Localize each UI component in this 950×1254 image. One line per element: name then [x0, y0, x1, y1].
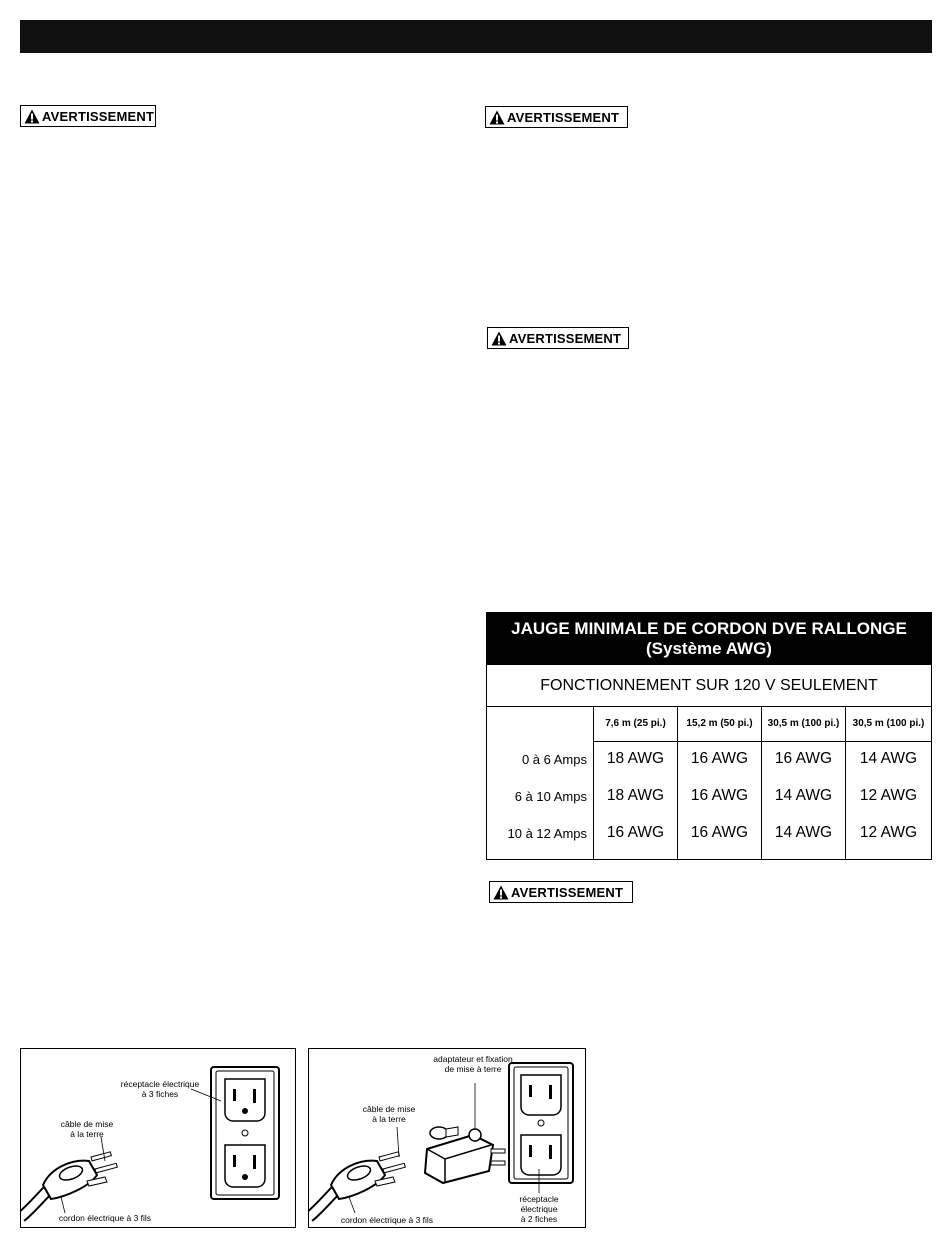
- label-line: à 2 fiches: [520, 1214, 558, 1224]
- column-header: 15,2 m (50 pi.): [678, 707, 761, 742]
- table-cell: 12 AWG: [859, 824, 918, 841]
- label-line: électrique: [520, 1204, 558, 1214]
- warning-label-3: [487, 327, 629, 349]
- column-header: 30,5 m (100 pi.): [762, 707, 845, 742]
- table-cell: 12 AWG: [859, 787, 918, 804]
- row-label: 0 à 6 Amps: [521, 752, 587, 767]
- label-line: de mise à terre: [444, 1064, 502, 1074]
- table-title-line1: JAUGE MINIMALE DE CORDON DVE RALLONGE: [511, 619, 907, 638]
- ground-cable-label: [349, 1104, 429, 1124]
- table-cell: 14 AWG: [774, 824, 833, 841]
- table-cell: 16 AWG: [690, 824, 749, 841]
- adapter-label: [413, 1054, 533, 1074]
- column-header: 30,5 m (100 pi.): [846, 707, 931, 742]
- label-line: à 3 fiches: [141, 1089, 179, 1099]
- warning-text: AVERTISSEMENT: [507, 109, 620, 125]
- table-cell: 16 AWG: [690, 750, 749, 767]
- table-cell: 16 AWG: [606, 824, 665, 841]
- warning-triangle-icon: [491, 331, 507, 346]
- awg-table: [486, 612, 932, 860]
- warning-text: AVERTISSEMENT: [42, 108, 155, 124]
- label-line: adaptateur et fixation: [433, 1054, 513, 1064]
- label-line: câble de mise: [60, 1119, 114, 1129]
- table-title-line2: (Système AWG): [646, 639, 772, 658]
- warning-label-4: [489, 881, 633, 903]
- warning-triangle-icon: [493, 885, 509, 900]
- label-line: câble de mise: [362, 1104, 416, 1114]
- table-grid: [487, 707, 931, 860]
- table-column: [677, 707, 761, 860]
- warning-label-2: [485, 106, 628, 128]
- row-label: 10 à 12 Amps: [507, 826, 587, 841]
- warning-triangle-icon: [24, 109, 40, 124]
- figure-2-prong-adapter: [308, 1048, 586, 1228]
- column-header: 7,6 m (25 pi.): [594, 707, 677, 742]
- warning-triangle-icon: [489, 110, 505, 125]
- table-cell: 18 AWG: [606, 787, 665, 804]
- table-subtitle: FONCTIONNEMENT SUR 120 V SEULEMENT: [487, 665, 931, 707]
- table-cell: 18 AWG: [606, 750, 665, 767]
- table-column: [593, 707, 677, 860]
- warning-text: AVERTISSEMENT: [511, 884, 624, 900]
- label-line: réceptacle électrique: [120, 1079, 200, 1089]
- label-line: à la terre: [372, 1114, 406, 1124]
- header-bar: [20, 20, 932, 53]
- table-cell: 14 AWG: [774, 787, 833, 804]
- label-line: réceptacle: [519, 1194, 559, 1204]
- receptacle-label: [499, 1194, 579, 1224]
- warning-label-1: [20, 105, 156, 127]
- label-line: à la terre: [70, 1129, 104, 1139]
- figure-3-prong-outlet: [20, 1048, 296, 1228]
- row-label: 6 à 10 Amps: [514, 789, 587, 804]
- table-cell: 16 AWG: [774, 750, 833, 767]
- receptacle-label: [105, 1079, 215, 1099]
- warning-text: AVERTISSEMENT: [509, 330, 622, 346]
- table-column: [761, 707, 845, 860]
- ground-cable-label: [47, 1119, 127, 1139]
- table-cell: 16 AWG: [690, 787, 749, 804]
- cord-label: cordon électrique à 3 fils: [58, 1213, 152, 1223]
- table-column: [845, 707, 931, 860]
- table-cell: 14 AWG: [859, 750, 918, 767]
- table-title: [487, 613, 931, 665]
- cord-label: cordon électrique à 3 fils: [340, 1215, 434, 1225]
